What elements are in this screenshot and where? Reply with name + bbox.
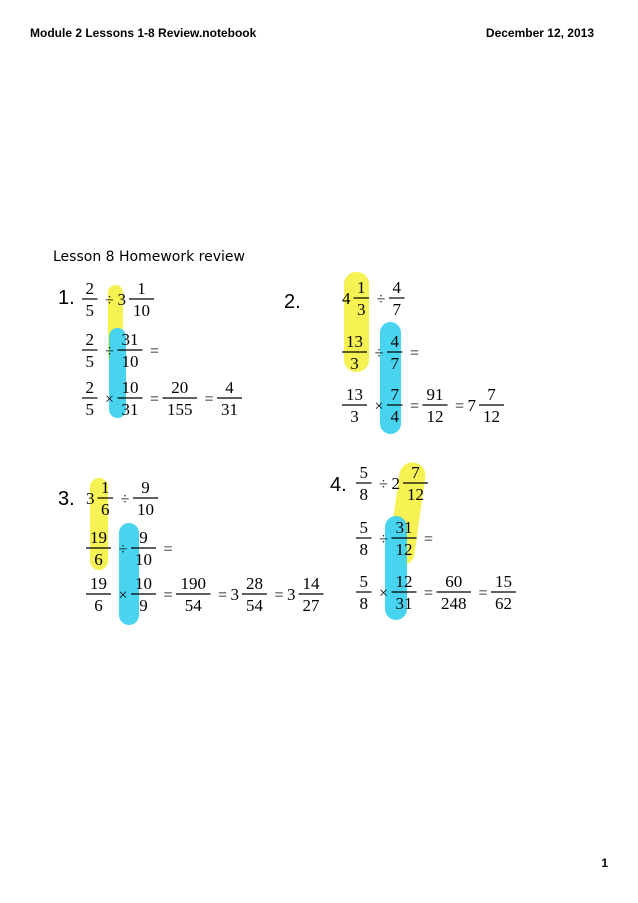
operator: =: [409, 398, 420, 415]
fraction-denominator: 8: [359, 594, 368, 613]
fraction-numerator: 5: [359, 572, 368, 591]
problem-2-number: 2.: [284, 291, 301, 313]
operator: =: [478, 585, 488, 602]
fraction-denominator: 10: [121, 352, 139, 371]
fraction-numerator: 10: [135, 574, 152, 593]
fraction-denominator: 62: [495, 594, 512, 613]
operator: ÷: [105, 292, 114, 309]
operator: =: [274, 587, 284, 604]
fraction-denominator: 3: [357, 300, 366, 319]
operator: ÷: [379, 476, 388, 493]
fraction-denominator: 4: [390, 407, 399, 426]
fraction-numerator: 4: [225, 378, 234, 397]
fraction-numerator: 5: [359, 518, 368, 537]
fraction-denominator: 155: [167, 400, 193, 419]
fraction-numerator: 60: [445, 572, 463, 591]
fraction-denominator: 5: [85, 352, 94, 371]
operator: =: [423, 531, 434, 548]
fraction-denominator: 6: [94, 596, 103, 615]
operator: =: [149, 343, 160, 360]
operator: =: [163, 541, 173, 558]
fraction-numerator: 1: [101, 478, 110, 497]
fraction-numerator: 1: [357, 278, 366, 297]
fraction-numerator: 2: [85, 330, 94, 349]
fraction-numerator: 4: [392, 278, 401, 297]
operator: =: [149, 391, 160, 408]
fraction-denominator: 5: [85, 400, 94, 419]
operator: ÷: [105, 343, 114, 360]
header-date: December 12, 2013: [485, 26, 594, 40]
whole-number: 3: [86, 489, 95, 508]
fraction-numerator: 9: [141, 478, 150, 497]
operator: ÷: [118, 541, 128, 558]
fraction-denominator: 5: [85, 301, 94, 320]
operator: ÷: [376, 291, 386, 308]
problem-1-number: 1.: [58, 287, 75, 309]
fraction-denominator: 8: [359, 485, 368, 504]
fraction-denominator: 27: [302, 596, 320, 615]
operator: ×: [118, 587, 128, 604]
fraction-denominator: 31: [395, 594, 413, 613]
fraction-numerator: 9: [139, 528, 148, 547]
fraction-numerator: 19: [90, 574, 107, 593]
fraction-denominator: 3: [350, 407, 359, 426]
fraction-numerator: 2: [85, 279, 94, 298]
lesson-title: Lesson 8 Homework review: [53, 249, 245, 265]
operator: =: [409, 345, 420, 362]
fraction-numerator: 4: [390, 332, 399, 351]
fraction-denominator: 3: [350, 354, 359, 373]
whole-number: 3: [287, 585, 296, 604]
fraction-denominator: 10: [133, 301, 150, 320]
fraction-denominator: 10: [137, 500, 154, 519]
operator: ×: [378, 585, 389, 602]
fraction-denominator: 54: [184, 596, 202, 615]
fraction-denominator: 12: [395, 540, 413, 559]
operator: ÷: [120, 491, 130, 508]
fraction-numerator: 12: [395, 572, 413, 591]
fraction-numerator: 91: [426, 385, 444, 404]
fraction-denominator: 12: [426, 407, 444, 426]
fraction-denominator: 10: [135, 550, 152, 569]
fraction-numerator: 19: [90, 528, 107, 547]
operator: ÷: [374, 345, 384, 362]
fraction-denominator: 6: [94, 550, 103, 569]
whole-number: 4: [342, 289, 351, 308]
fraction-denominator: 6: [101, 500, 110, 519]
whole-number: 3: [230, 585, 239, 604]
operator: ÷: [379, 531, 388, 548]
fraction-numerator: 13: [346, 385, 363, 404]
fraction-numerator: 7: [487, 385, 496, 404]
whole-number: 3: [117, 290, 126, 309]
operator: =: [163, 587, 173, 604]
problem-4-number: 4.: [330, 474, 347, 496]
fraction-numerator: 7: [411, 463, 420, 482]
operator: ×: [374, 398, 384, 415]
fraction-numerator: 28: [246, 574, 263, 593]
problem-3-number: 3.: [58, 488, 75, 510]
fraction-denominator: 248: [441, 594, 467, 613]
fraction-numerator: 2: [85, 378, 94, 397]
highlight-marks: [90, 272, 427, 625]
fraction-denominator: 31: [121, 400, 139, 419]
fraction-numerator: 20: [171, 378, 189, 397]
fraction-denominator: 7: [392, 300, 401, 319]
fraction-denominator: 12: [483, 407, 500, 426]
operator: =: [217, 587, 228, 604]
math-expressions: [82, 278, 516, 615]
fraction-numerator: 7: [390, 385, 399, 404]
operator: =: [204, 391, 214, 408]
fraction-numerator: 5: [359, 463, 368, 482]
fraction-denominator: 8: [359, 540, 368, 559]
fraction-numerator: 31: [121, 330, 139, 349]
fraction-numerator: 10: [121, 378, 139, 397]
operator: ×: [104, 391, 115, 408]
fraction-numerator: 14: [302, 574, 320, 593]
fraction-numerator: 31: [395, 518, 413, 537]
fraction-denominator: 12: [407, 485, 424, 504]
fraction-numerator: 1: [137, 279, 146, 298]
fraction-numerator: 15: [495, 572, 512, 591]
fraction-denominator: 9: [139, 596, 148, 615]
fraction-denominator: 31: [221, 400, 238, 419]
fraction-numerator: 190: [180, 574, 206, 593]
notebook-title: Module 2 Lessons 1-8 Review.notebook: [30, 26, 257, 40]
fraction-numerator: 13: [346, 332, 363, 351]
operator: =: [454, 398, 465, 415]
whole-number: 7: [467, 396, 476, 415]
whole-number: 2: [391, 474, 400, 493]
fraction-denominator: 54: [246, 596, 263, 615]
page-number: 1: [601, 856, 608, 870]
fraction-denominator: 7: [390, 354, 399, 373]
operator: =: [423, 585, 434, 602]
